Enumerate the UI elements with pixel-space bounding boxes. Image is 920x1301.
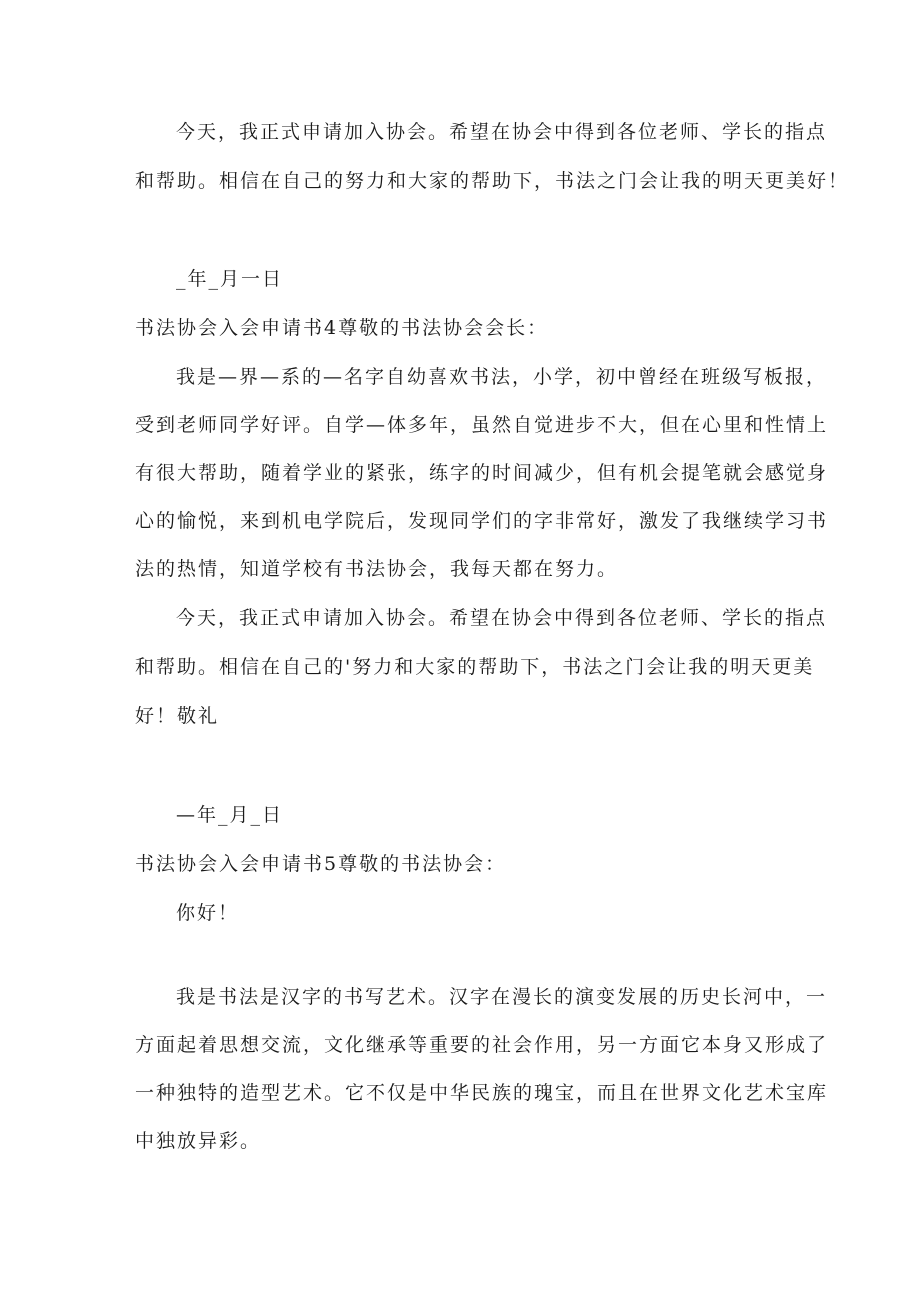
paragraph-4-line-3: 一种独特的造型艺术。它不仅是中华民族的瑰宝，而且在世界文化艺术宝库 xyxy=(135,1082,829,1104)
section-heading-4: 书法协会入会申请书4尊敬的书法协会会长： xyxy=(135,317,549,339)
paragraph-2-line-5: 法的热情，知道学校有书法协会，我每天都在努力。 xyxy=(135,558,619,580)
paragraph-1-line-2: 和帮助。相信在自己的努力和大家的帮助下，书法之门会让我的明天更美好！ xyxy=(135,170,850,192)
paragraph-3-line-1: 今天，我正式申请加入协会。希望在协会中得到各位老师、学长的指点 xyxy=(176,607,828,629)
paragraph-2-line-3: 有很大帮助，随着学业的紧张，练字的时间减少，但有机会提笔就会感觉身 xyxy=(135,462,829,484)
date-line-2: —年_月_日 xyxy=(176,804,284,826)
paragraph-3-line-2: 和帮助。相信在自己的'努力和大家的帮助下，书法之门会让我的明天更美 xyxy=(135,656,815,678)
paragraph-2-line-2: 受到老师同学好评。自学—体多年，虽然自觉进步不大，但在心里和性情上 xyxy=(135,414,829,436)
paragraph-2-line-4: 心的愉悦，来到机电学院后，发现同学们的字非常好，激发了我继续学习书 xyxy=(135,510,829,532)
paragraph-3-line-3: 好！敬礼 xyxy=(135,705,220,727)
greeting: 你好！ xyxy=(176,902,240,924)
paragraph-4-line-2: 方面起着思想交流，文化继承等重要的社会作用，另一方面它本身又形成了 xyxy=(135,1034,829,1056)
date-line-1: _年_月一日 xyxy=(176,268,284,290)
paragraph-2-line-1: 我是—界—系的—名字自幼喜欢书法，小学，初中曾经在班级写板报， xyxy=(176,366,828,388)
section-heading-5: 书法协会入会申请书5尊敬的书法协会： xyxy=(135,853,507,875)
paragraph-4-line-1: 我是书法是汉字的书写艺术。汉字在漫长的演变发展的历史长河中，一 xyxy=(176,986,828,1008)
paragraph-4-line-4: 中独放异彩。 xyxy=(135,1130,262,1152)
paragraph-1-line-1: 今天，我正式申请加入协会。希望在协会中得到各位老师、学长的指点 xyxy=(176,121,828,143)
